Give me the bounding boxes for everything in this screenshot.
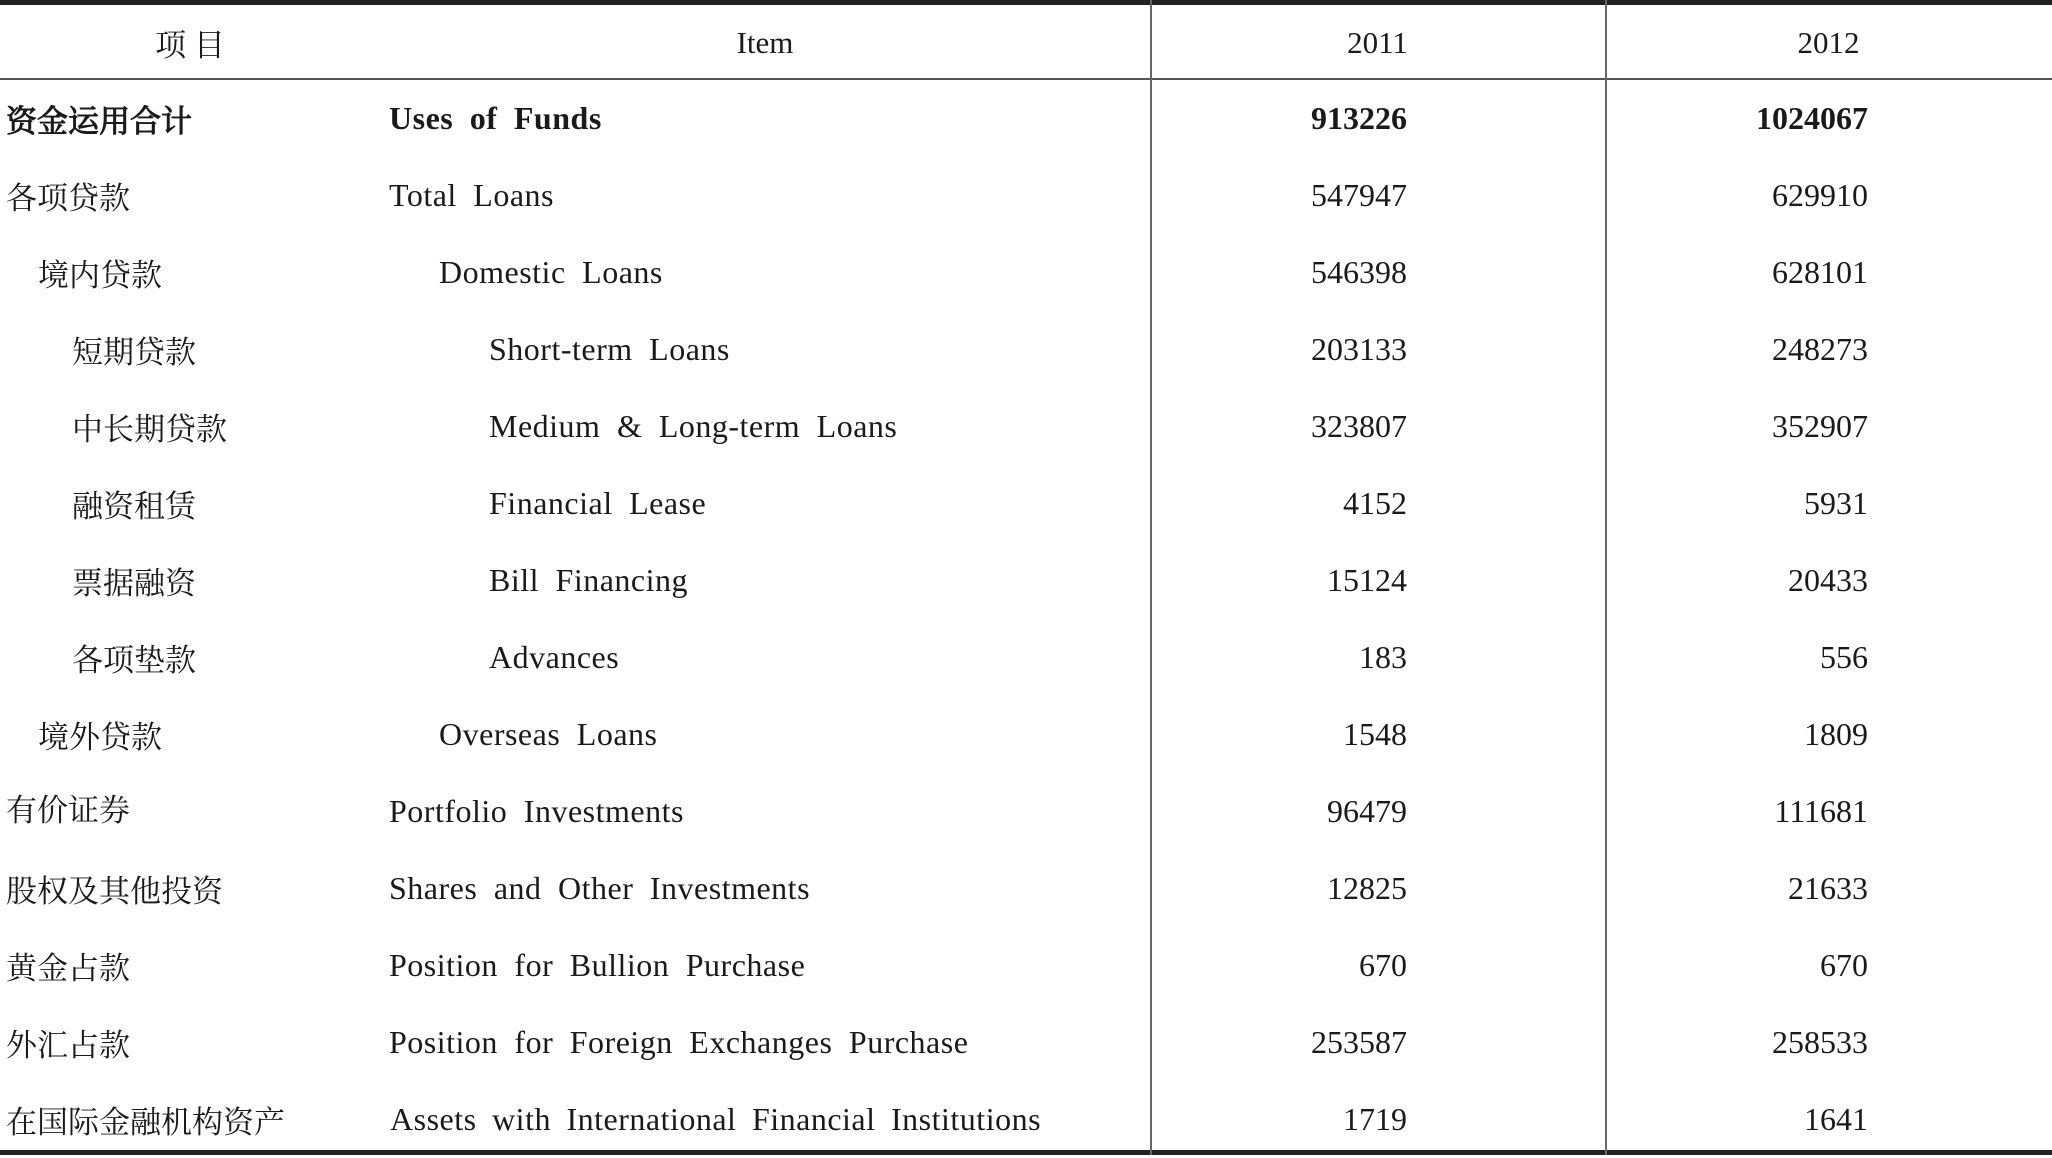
row-label-en: Medium & Long-term Loans xyxy=(489,408,898,444)
value-2011: 1548 xyxy=(1343,716,1407,752)
row-label-en: Assets with International Financial Institutions xyxy=(390,1101,1042,1137)
table-row xyxy=(0,157,2052,234)
value-2012: 248273 xyxy=(1772,331,1868,367)
value-2012: 111681 xyxy=(1774,793,1868,829)
value-2012: 352907 xyxy=(1772,408,1868,444)
value-2011: 547947 xyxy=(1311,177,1407,213)
row-label-cn: 中长期贷款 xyxy=(72,412,227,448)
row-label-en: Uses of Funds xyxy=(389,100,602,136)
table-row xyxy=(0,696,2052,773)
value-2012: 20433 xyxy=(1788,562,1868,598)
table-row xyxy=(0,1004,2052,1081)
table-row xyxy=(0,619,2052,696)
table-row xyxy=(0,773,2052,850)
header-item-cn: 项 目 xyxy=(155,28,225,63)
value-2012: 1809 xyxy=(1804,716,1868,752)
row-label-cn: 各项贷款 xyxy=(6,181,130,217)
value-2012: 629910 xyxy=(1772,177,1868,213)
row-label-en: Portfolio Investments xyxy=(389,793,684,829)
row-label-en: Bill Financing xyxy=(489,562,688,598)
value-2011: 4152 xyxy=(1343,485,1407,521)
value-2012: 1024067 xyxy=(1756,100,1868,136)
row-label-en: Position for Bullion Purchase xyxy=(389,947,806,983)
value-2011: 253587 xyxy=(1311,1024,1407,1060)
row-label-cn: 短期贷款 xyxy=(72,335,196,371)
value-2011: 96479 xyxy=(1327,793,1407,829)
value-2012: 1641 xyxy=(1804,1101,1868,1137)
table-row xyxy=(0,388,2052,465)
value-2011: 546398 xyxy=(1311,254,1407,290)
row-label-cn: 有价证券 xyxy=(6,793,130,829)
row-label-cn: 外汇占款 xyxy=(6,1028,130,1064)
row-label-en: Advances xyxy=(489,639,620,675)
value-2012: 670 xyxy=(1820,947,1868,983)
row-label-en: Total Loans xyxy=(389,177,554,213)
table-row xyxy=(0,80,2052,157)
row-label-en: Shares and Other Investments xyxy=(389,870,811,906)
value-2012: 628101 xyxy=(1772,254,1868,290)
uses-of-funds-table xyxy=(0,5,2052,1158)
value-2012: 556 xyxy=(1820,639,1868,675)
header-year-2011: 2011 xyxy=(1347,24,1408,60)
value-2011: 12825 xyxy=(1327,870,1407,906)
table-row xyxy=(0,927,2052,1004)
row-label-cn: 票据融资 xyxy=(72,566,196,602)
row-label-cn: 融资租赁 xyxy=(72,489,196,525)
table-row xyxy=(0,542,2052,619)
value-2012: 21633 xyxy=(1788,870,1868,906)
row-label-cn: 黄金占款 xyxy=(6,951,130,987)
value-2012: 5931 xyxy=(1804,485,1868,521)
value-2012: 258533 xyxy=(1772,1024,1868,1060)
table-row xyxy=(0,234,2052,311)
value-2011: 323807 xyxy=(1311,408,1407,444)
value-2011: 1719 xyxy=(1343,1101,1407,1137)
row-label-cn: 资金运用合计 xyxy=(6,104,192,140)
value-2011: 203133 xyxy=(1311,331,1407,367)
row-label-cn: 在国际金融机构资产 xyxy=(6,1105,285,1141)
header-item-en: Item xyxy=(736,24,794,60)
row-label-cn: 股权及其他投资 xyxy=(6,874,223,910)
row-label-en: Domestic Loans xyxy=(439,254,663,290)
row-label-cn: 各项垫款 xyxy=(72,643,196,679)
row-label-cn: 境外贷款 xyxy=(38,720,162,756)
row-label-en: Position for Foreign Exchanges Purchase xyxy=(389,1024,969,1060)
table-row xyxy=(0,465,2052,542)
value-2011: 15124 xyxy=(1327,562,1407,598)
header-year-2012: 2012 xyxy=(1797,24,1860,60)
row-label-cn: 境内贷款 xyxy=(38,258,162,294)
value-2011: 183 xyxy=(1359,639,1407,675)
table-row xyxy=(0,311,2052,388)
row-label-en: Short-term Loans xyxy=(489,331,730,367)
row-label-en: Overseas Loans xyxy=(439,716,658,752)
row-label-en: Financial Lease xyxy=(489,485,707,521)
table-header-row xyxy=(0,5,2052,80)
table-row xyxy=(0,1081,2052,1158)
value-2011: 913226 xyxy=(1311,100,1407,136)
table-row xyxy=(0,850,2052,927)
value-2011: 670 xyxy=(1359,947,1407,983)
